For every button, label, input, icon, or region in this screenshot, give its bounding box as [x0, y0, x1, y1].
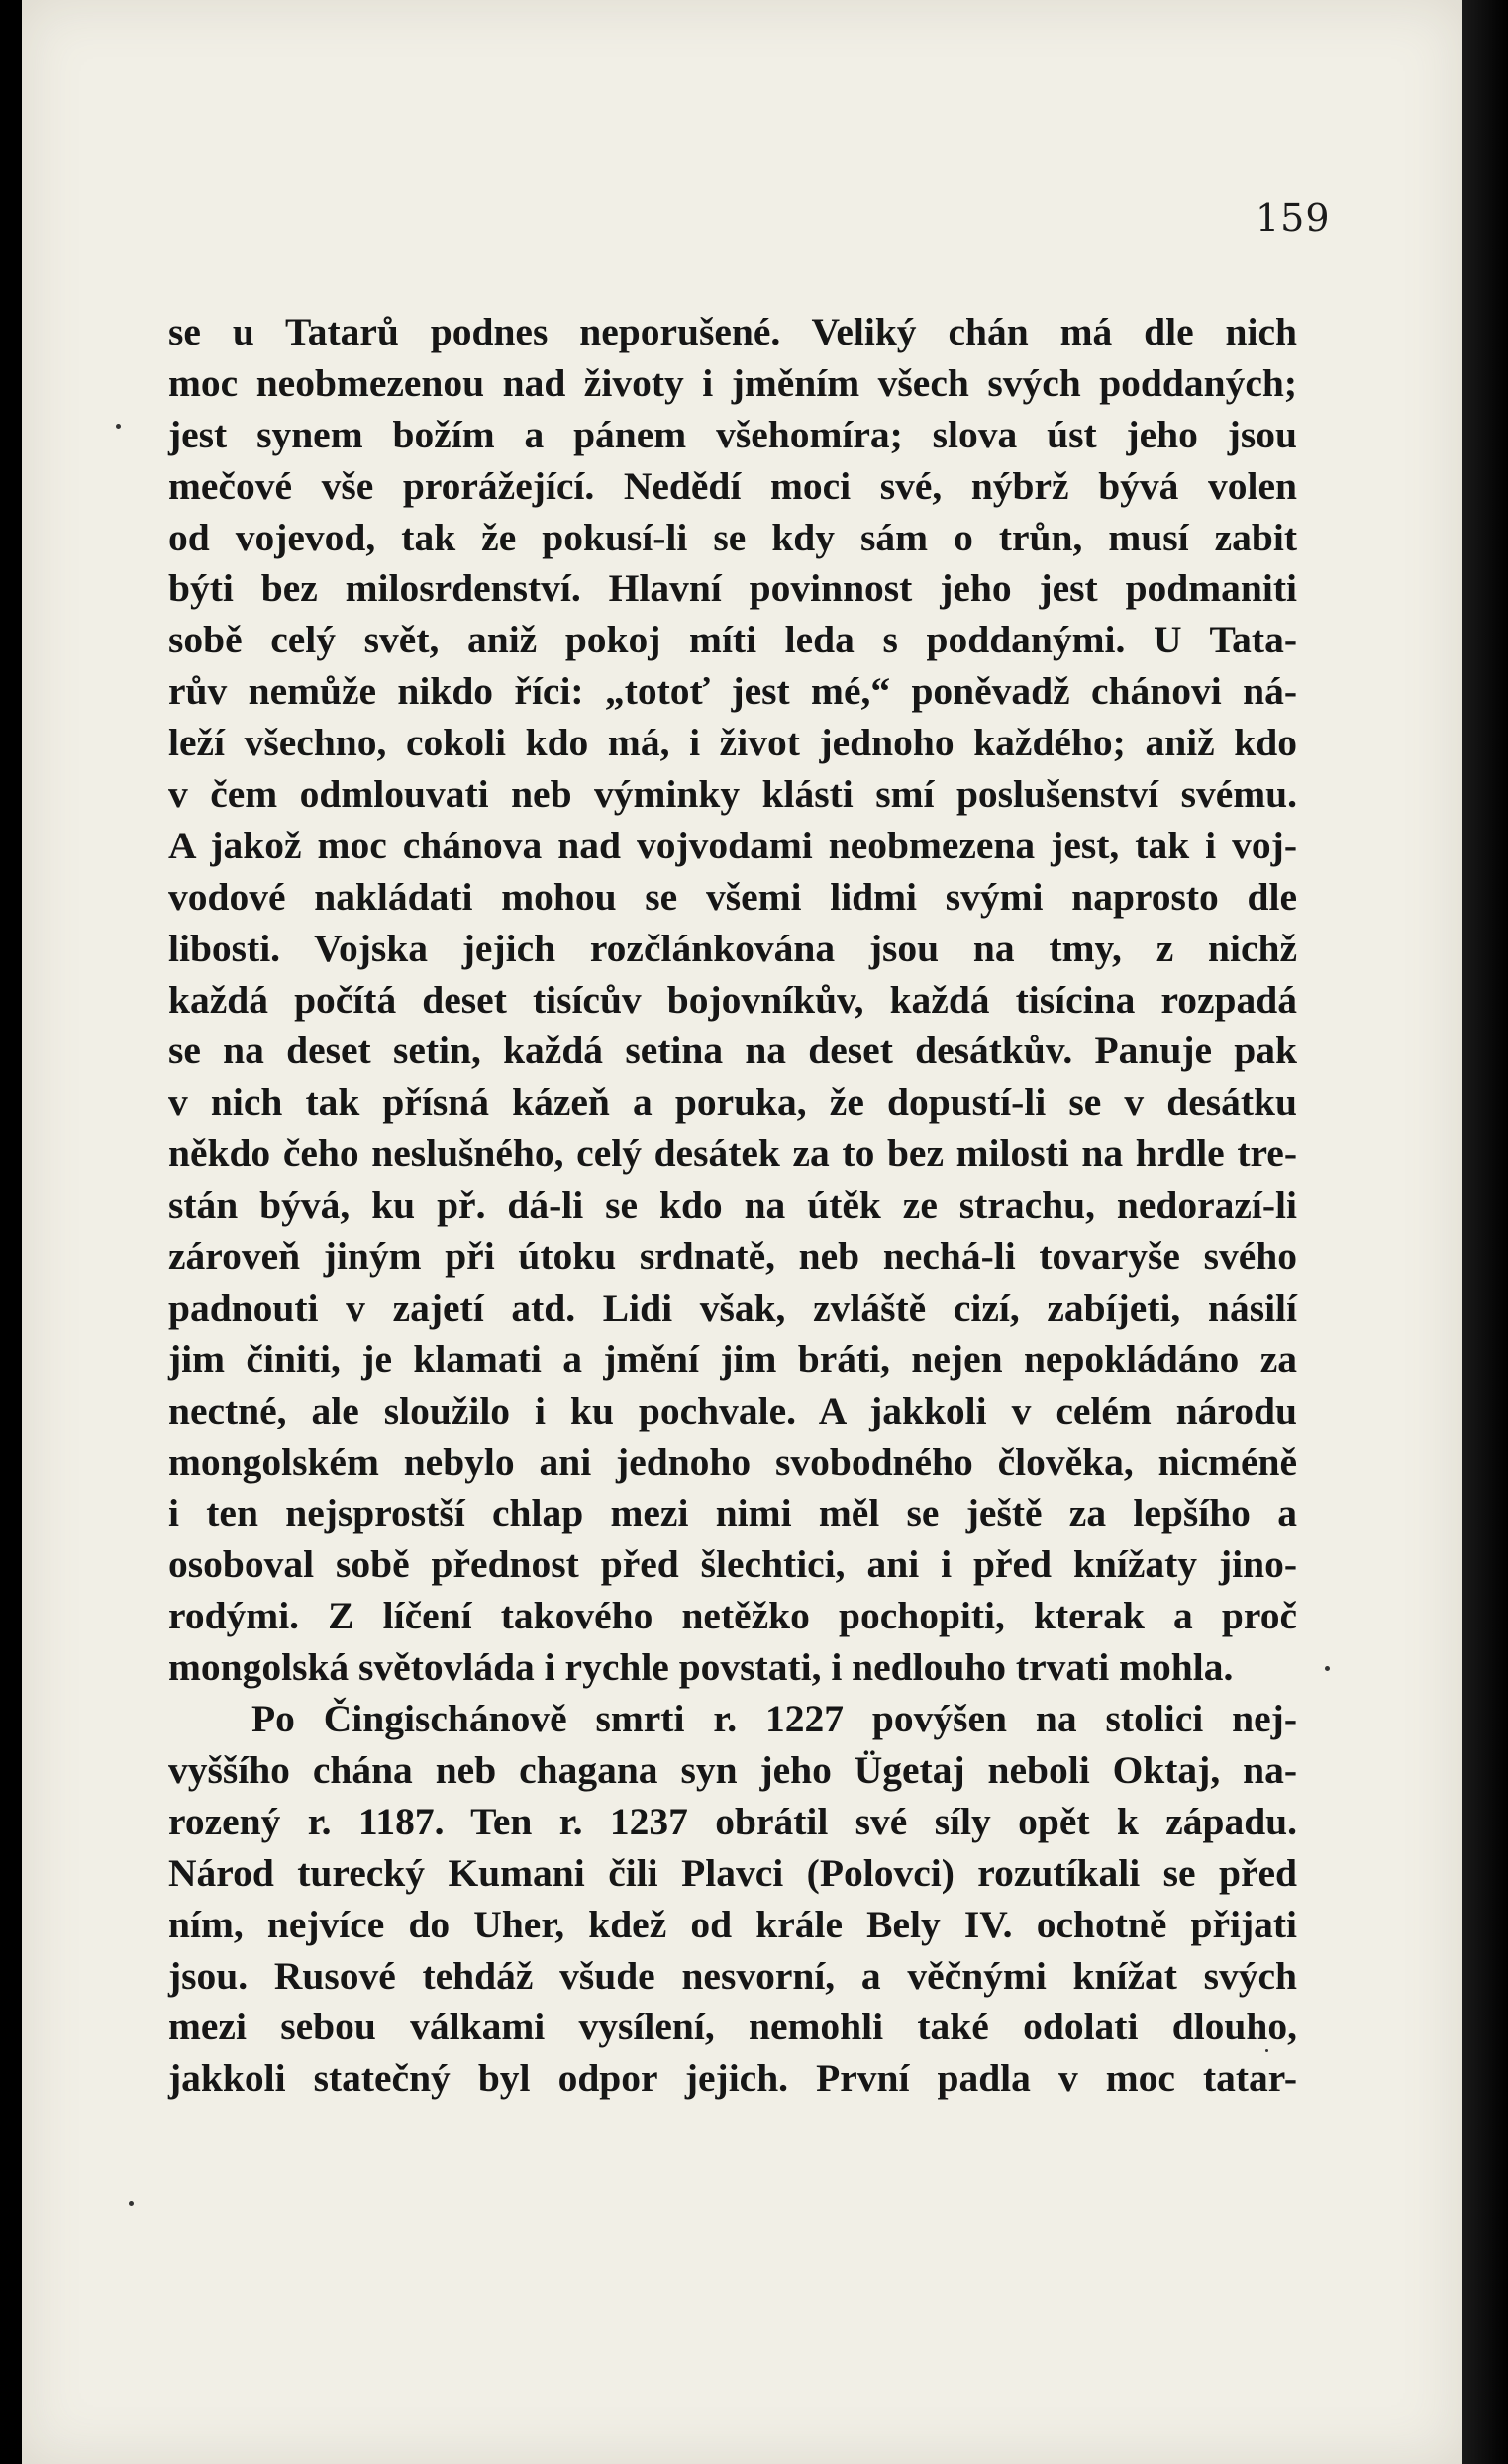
book-page	[22, 0, 1462, 2464]
text-line: stán bývá, ku př. dá-li se kdo na útěk ze strachu, nedorazí-li	[168, 1183, 1297, 1228]
page-number: 159	[1256, 196, 1331, 240]
text-line: býti bez milosrdenství. Hlavní povinnost jeho jest podmaniti	[168, 566, 1297, 611]
ink-speck	[1265, 2049, 1268, 2052]
text-line: mongolském nebylo ani jednoho svobodného člověka, nicméně	[168, 1439, 1297, 1484]
text-line: nectné, ale sloužilo i ku pochvale. A jakkoli v celém národu	[168, 1388, 1297, 1432]
ink-speck	[116, 424, 121, 429]
ink-speck	[1325, 1666, 1330, 1671]
ink-speck	[129, 2201, 134, 2206]
text-line: mezi sebou válkami vysílení, nemohli také odolati dlouho,	[168, 2005, 1297, 2049]
text-line: moc neobmezenou nad životy i jměním všech svých poddaných;	[168, 360, 1297, 405]
text-line: mečové vše prorážející. Nedědí moci své, nýbrž bývá volen	[168, 463, 1297, 508]
text-line: někdo čeho neslušného, celý desátek za to bez milosti na hrdle tre-	[168, 1132, 1297, 1176]
text-line: osoboval sobě přednost před šlechtici, ani i před knížaty jino-	[168, 1542, 1297, 1587]
text-line: rozený r. 1187. Ten r. 1237 obrátil své síly opět k západu.	[168, 1799, 1297, 1843]
text-line: Národ turecký Kumani čili Plavci (Polovci) rozutíkali se před	[168, 1850, 1297, 1895]
text-line: jakkoli statečný byl odpor jejich. První padla v moc tatar-	[168, 2056, 1297, 2101]
scan-edge	[1462, 0, 1508, 2464]
text-line: rodými. Z líčení takového netěžko pochopiti, kterak a proč	[168, 1594, 1297, 1638]
text-line: A jakož moc chánova nad vojvodami neobmezena jest, tak i voj-	[168, 823, 1297, 867]
text-line: v nich tak přísná kázeň a poruka, že dopustí-li se v desátku	[168, 1080, 1297, 1125]
text-line: vyššího chána neb chagana syn jeho Ügetaj neboli Oktaj, na-	[168, 1747, 1297, 1792]
text-line: sobě celý svět, aniž pokoj míti leda s poddanými. U Tata-	[168, 618, 1297, 662]
text-line: se na deset setin, každá setina na deset desátkův. Panuje pak	[168, 1029, 1297, 1073]
text-line: rův nemůže nikdo říci: „totoť jest mé,“ poněvadž chánovi ná-	[168, 669, 1297, 714]
text-line: padnouti v zajetí atd. Lidi však, zvláště cizí, zabíjeti, násilí	[168, 1285, 1297, 1330]
text-line: jest synem božím a pánem všehomíra; slova úst jeho jsou	[168, 412, 1297, 456]
body-text	[168, 307, 1297, 2105]
text-line: zároveň jiným při útoku srdnatě, neb nechá-li tovaryše svého	[168, 1234, 1297, 1279]
text-line: mongolská světovláda i rychle povstati, i nedlouho trvati mohla.	[168, 1645, 1234, 1690]
text-line: v čem odmlouvati neb výminky klásti smí poslušenství svému.	[168, 772, 1297, 817]
text-line: jim činiti, je klamati a jmění jim bráti, nejen nepokládáno za	[168, 1336, 1297, 1381]
text-line: libosti. Vojska jejich rozčlánkována jsou na tmy, z nichž	[168, 926, 1297, 970]
text-line: ním, nejvíce do Uher, kdež od krále Bely IV. ochotně přijati	[168, 1902, 1297, 1946]
text-line: leží všechno, cokoli kdo má, i život jednoho každého; aniž kdo	[168, 721, 1297, 765]
text-line: jsou. Rusové tehdáž všude nesvorní, a věčnými knížat svých	[168, 1953, 1297, 1998]
text-line: se u Tatarů podnes neporušené. Veliký chán má dle nich	[168, 310, 1297, 353]
text-line: každá počítá deset tisícův bojovníkův, každá tisícina rozpadá	[168, 977, 1297, 1022]
text-line: vodové nakládati mohou se všemi lidmi svými naprosto dle	[168, 874, 1297, 919]
text-line: i ten nejsprostší chlap mezi nimi měl se ještě za lepšího a	[168, 1491, 1297, 1535]
text-line: Po Čingischánově smrti r. 1227 povýšen na stolici nej-	[251, 1697, 1297, 1741]
text-line: od vojevod, tak že pokusí-li se kdy sám o trůn, musí zabit	[168, 515, 1297, 559]
